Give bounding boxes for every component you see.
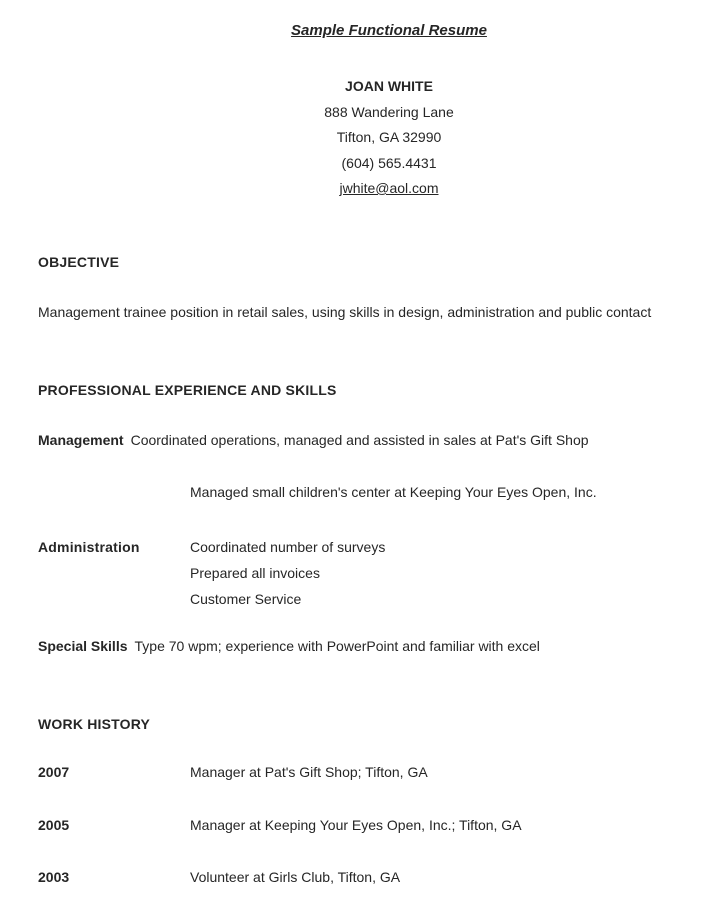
work-history-heading: WORK HISTORY [38,716,151,732]
administration-row [38,534,720,607]
objective-text: Management trainee position in retail sales, using skills in design, administration and public contact [38,304,652,320]
work-history-year: 2007 [38,764,70,780]
management-label: Management [38,432,124,448]
contact-email-link[interactable]: jwhite@aol.com [339,180,439,196]
work-history-description: Manager at Pat's Gift Shop; Tifton, GA [190,764,428,780]
administration-items [190,534,385,612]
management-row [38,432,720,448]
work-history-description: Manager at Keeping Your Eyes Open, Inc.; Tifton, GA [190,817,522,833]
management-line1: Coordinated operations, managed and assisted in sales at Pat's Gift Shop [130,432,589,448]
work-history-row [38,869,720,885]
work-history-description: Volunteer at Girls Club, Tifton, GA [190,869,401,885]
contact-address-street: 888 Wandering Lane [324,103,454,120]
management-line2: Managed small children's center at Keeping Your Eyes Open, Inc. [190,484,597,500]
contact-email-line [58,176,720,202]
work-history-row [38,764,720,780]
work-history-row [38,817,720,833]
contact-name: JOAN WHITE [345,78,433,94]
contact-block [0,74,720,202]
administration-item: Coordinated number of surveys [190,539,386,555]
administration-item: Customer Service [190,591,302,607]
work-history-year: 2003 [38,869,70,885]
experience-heading: PROFESSIONAL EXPERIENCE AND SKILLS [38,382,337,398]
special-skills-label: Special Skills [38,638,128,654]
contact-address-city: Tifton, GA 32990 [336,129,442,145]
administration-item: Prepared all invoices [190,565,320,581]
objective-heading: OBJECTIVE [38,254,120,270]
administration-label: Administration [38,539,140,555]
contact-phone: (604) 565.4431 [341,154,437,171]
special-skills-text: Type 70 wpm; experience with PowerPoint and familiar with excel [134,638,540,654]
work-history-year: 2005 [38,817,70,833]
special-skills-row [38,638,720,654]
document-title: Sample Functional Resume [291,22,487,39]
